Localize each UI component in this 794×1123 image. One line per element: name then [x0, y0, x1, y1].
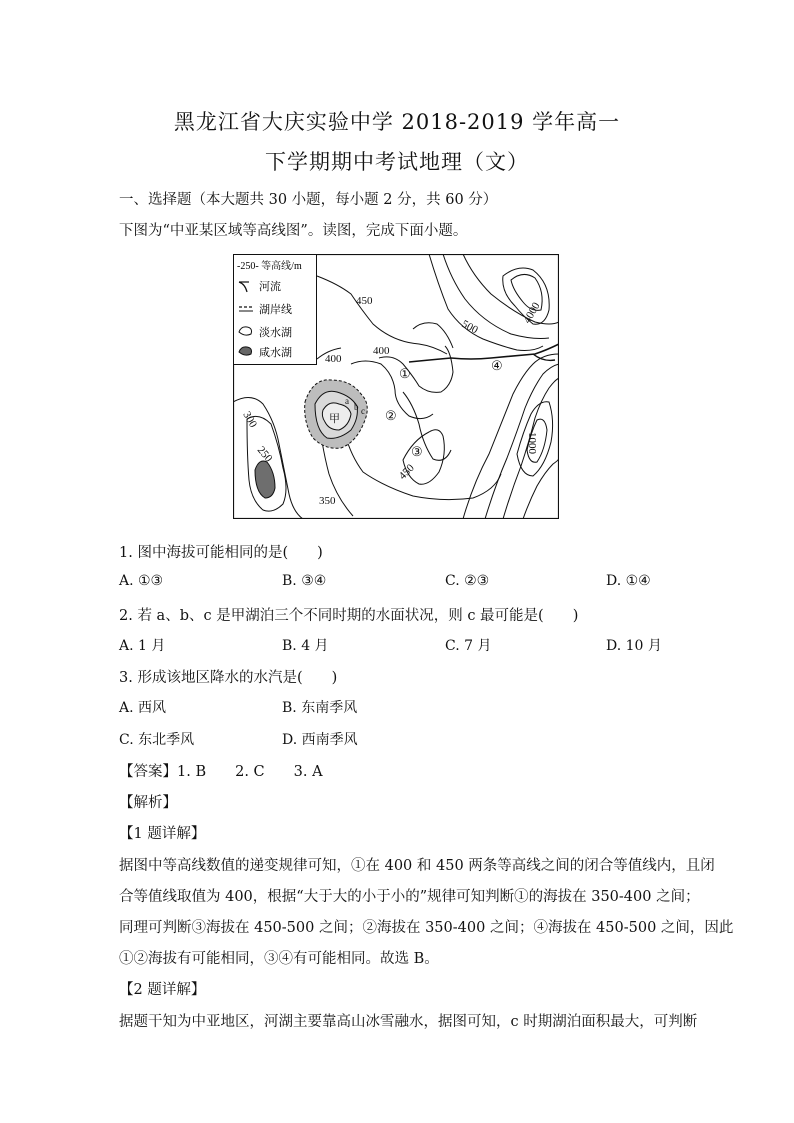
label-500: 500: [459, 318, 480, 337]
q1-paragraph-line: 同理可判断③海拔在 450-500 之间；②海拔在 350-400 之间；④海拔在 450-500 之间，因此: [119, 920, 734, 936]
section-heading: 一、选择题（本大题共 30 小题，每小题 2 分，共 60 分）: [119, 192, 498, 208]
q3-option-a: A. 西风: [119, 700, 167, 716]
q2-detail-heading: 【2 题详解】: [119, 982, 206, 998]
legend-shoreline: 湖岸线: [259, 304, 292, 316]
title-line-1: 黑龙江省大庆实验中学 2018-2019 学年高一: [173, 110, 621, 134]
label-b: b: [354, 402, 359, 412]
contour-map: [233, 254, 559, 519]
title-line-2: 下学期期中考试地理（文）: [265, 150, 529, 174]
point-3: ③: [411, 444, 423, 459]
legend-fresh-lake: 淡水湖: [259, 327, 292, 339]
question-2-stem: 2. 若 a、b、c 是甲湖泊三个不同时期的水面状况，则 c 最可能是( ): [119, 608, 579, 624]
q1-paragraph-line: 合等值线取值为 400，根据“大于大的小于小的”规律可知判断①的海拔在 350-400 之间；: [119, 889, 700, 905]
label-4000: 4000: [521, 300, 543, 326]
legend-river: 河流: [259, 281, 281, 293]
q1-paragraph-line: 据图中等高线数值的递变规律可知，①在 400 和 450 两条等高线之间的闭合等值线内，且闭: [119, 858, 715, 874]
q3-option-c: C. 东北季风: [119, 732, 195, 748]
q3-option-d: D. 西南季风: [282, 732, 358, 748]
label-400-mid: 400: [373, 345, 390, 357]
legend-contour: -250- 等高线/m: [237, 261, 302, 272]
q2-option-b: B. 4 月: [282, 638, 329, 654]
label-250: 250: [254, 444, 275, 465]
legend-freshlake-symbol: [239, 327, 252, 335]
q2-option-a: A. 1 月: [119, 638, 166, 654]
q2-option-c: C. 7 月: [445, 638, 492, 654]
q3-option-b: B. 东南季风: [282, 700, 358, 716]
lake-jia-label: 甲: [329, 413, 340, 425]
answer-line: 【答案】1. B 2. C 3. A: [119, 764, 323, 780]
map-legend: [234, 255, 317, 365]
q2-paragraph-line: 据题干知为中亚地区，河湖主要靠高山冰雪融水，据图可知，c 时期湖泊面积最大，可判断: [119, 1014, 698, 1030]
question-1-stem: 1. 图中海拔可能相同的是( ): [119, 545, 323, 561]
q1-option-d: D. ①④: [606, 573, 651, 589]
q1-option-b: B. ③④: [282, 573, 327, 589]
q1-option-c: C. ②③: [445, 573, 490, 589]
label-450: 450: [356, 295, 373, 307]
intro-text: 下图为“中亚某区域等高线图”。读图，完成下面小题。: [119, 223, 468, 239]
legend-salt-lake: 咸水湖: [259, 347, 292, 359]
point-1: ①: [399, 366, 411, 381]
label-a: a: [345, 396, 349, 406]
q2-option-d: D. 10 月: [606, 638, 662, 654]
label-300: 300: [240, 409, 260, 430]
question-3-stem: 3. 形成该地区降水的水汽是( ): [119, 670, 338, 686]
label-1000: 1000: [526, 432, 538, 454]
q1-detail-heading: 【1 题详解】: [119, 826, 206, 842]
q1-paragraph-line: ①②海拔有可能相同，③④有可能相同。故选 B。: [119, 951, 439, 967]
legend-saltlake-symbol: [239, 347, 252, 355]
label-450-b: 450: [396, 461, 417, 483]
label-350: 350: [319, 495, 336, 507]
label-c: c: [361, 406, 365, 416]
analysis-heading: 【解析】: [119, 795, 177, 811]
q1-option-a: A. ①③: [119, 573, 164, 589]
point-2: ②: [385, 408, 397, 423]
label-400-left: 400: [325, 353, 342, 365]
point-4: ④: [491, 358, 503, 373]
